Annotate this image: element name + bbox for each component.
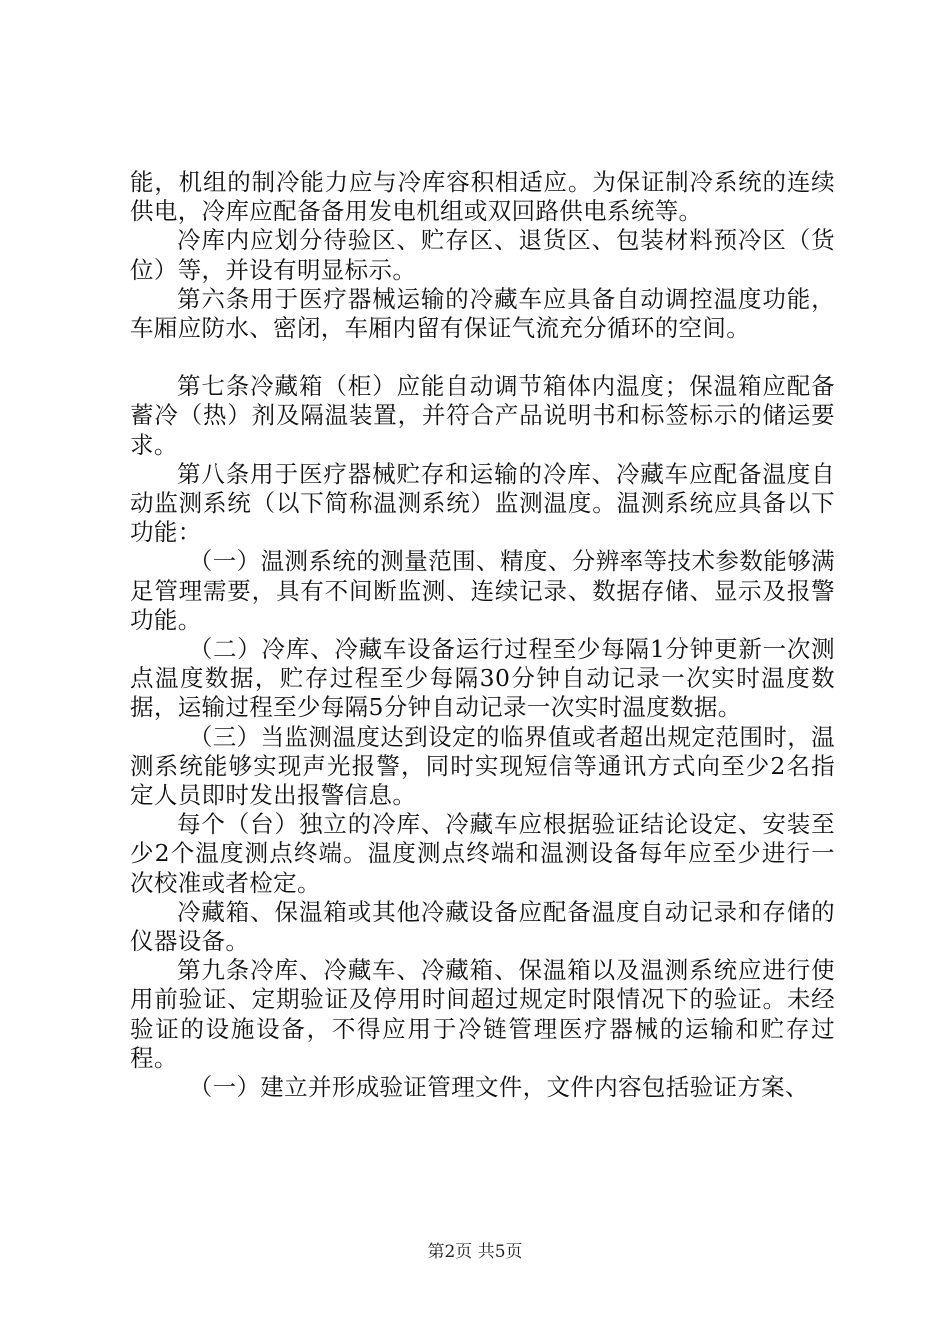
paragraph-item-2: （二）冷库、冷藏车设备运行过程至少每隔1分钟更新一次测点温度数据，贮存过程至少每隔30分钟自动记录一次实时温度数据，运输过程至少每隔5分钟自动记录一次实时温度数据。 xyxy=(130,635,835,722)
paragraph-cold-box-recording: 冷藏箱、保温箱或其他冷藏设备应配备温度自动记录和存储的仪器设备。 xyxy=(130,897,835,956)
document-body xyxy=(130,168,835,1102)
paragraph-item-3: （三）当监测温度达到设定的临界值或者超出规定范围时，温测系统能够实现声光报警，同时实现短信等通讯方式向至少2名指定人员即时发出报警信息。 xyxy=(130,722,835,810)
paragraph-article-6: 第六条用于医疗器械运输的冷藏车应具备自动调控温度功能，车厢应防水、密闭，车厢内留有保证气流充分循环的空间。 xyxy=(130,284,835,343)
paragraph-article-8: 第八条用于医疗器械贮存和运输的冷库、冷藏车应配备温度自动监测系统（以下简称温测系统）监测温度。温测系统应具备以下功能： xyxy=(130,459,835,547)
paragraph-validation-item-1: （一）建立并形成验证管理文件，文件内容包括验证方案、 xyxy=(188,1073,809,1102)
paragraph-item-1: （一）温测系统的测量范围、精度、分辨率等技术参数能够满足管理需要，具有不间断监测、连续记录、数据存储、显示及报警功能。 xyxy=(130,547,835,634)
page-number-label: 第2页 共5页 xyxy=(427,1242,523,1262)
paragraph-article-9: 第九条冷库、冷藏车、冷藏箱、保温箱以及温测系统应进行使用前验证、定期验证及停用时间超过规定时限情况下的验证。未经验证的设施设备，不得应用于冷链管理医疗器械的运输和贮存过程。 xyxy=(130,956,835,1072)
page-footer xyxy=(0,1242,950,1262)
paragraph-temperature-points: 每个（台）独立的冷库、冷藏车应根据验证结论设定、安装至少2个温度测点终端。温度测点终端和温测设备每年应至少进行一次校准或者检定。 xyxy=(130,810,835,897)
paragraph-cold-storage-zones: 冷库内应划分待验区、贮存区、退货区、包装材料预冷区（货位）等，并设有明显标示。 xyxy=(130,226,835,284)
paragraph-continuation: 能，机组的制冷能力应与冷库容积相适应。为保证制冷系统的连续供电，冷库应配备备用发电机组或双回路供电系统等。 xyxy=(130,168,835,226)
paragraph-article-7: 第七条冷藏箱（柜）应能自动调节箱体内温度；保温箱应配备蓄冷（热）剂及隔温装置，并符合产品说明书和标签标示的储运要求。 xyxy=(130,372,835,459)
